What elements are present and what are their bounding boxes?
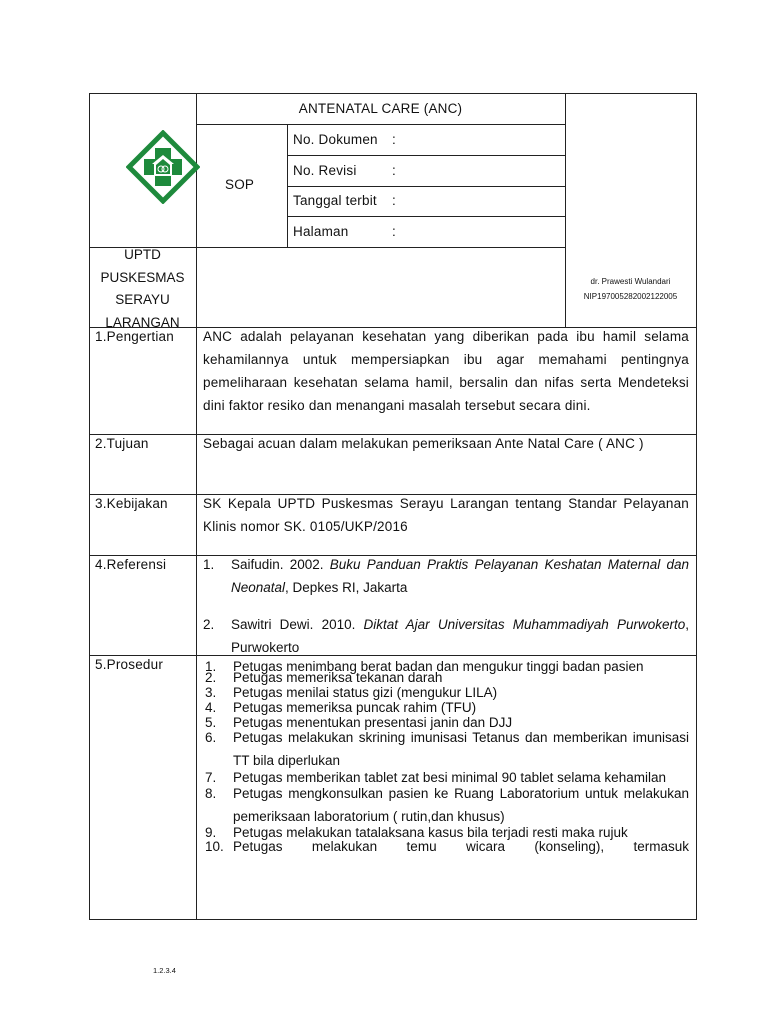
referensi-author: Saifudin. 2002. bbox=[231, 557, 330, 572]
prosedur-step-text: Petugas memeriksa tekanan darah bbox=[233, 670, 443, 685]
prosedur-step-text: Petugas memberikan tablet zat besi minimal 90 tablet selama kehamilan bbox=[233, 770, 666, 785]
referensi-title: Diktat Ajar Universitas Muhammadiyah Purwokerto bbox=[363, 617, 686, 632]
prosedur-step-number: 9. bbox=[205, 825, 217, 840]
table-border-left bbox=[89, 93, 90, 920]
field-tanggal-terbit-sep: : bbox=[392, 193, 396, 208]
prosedur-step-text: Petugas melakukan skrining imunisasi Tetanus dan memberikan imunisasi TT bila diperlukan bbox=[233, 730, 689, 768]
referensi-number: 1. bbox=[203, 557, 215, 572]
page-code: 1.2.3.4 bbox=[153, 966, 176, 975]
org-line-4: LARANGAN bbox=[105, 314, 180, 330]
header-line-dokumen bbox=[287, 155, 565, 156]
signatory-name: dr. Prawesti Wulandari bbox=[590, 277, 671, 286]
signatory-block bbox=[565, 274, 696, 304]
prosedur-step-number: 7. bbox=[205, 770, 217, 785]
prosedur-step bbox=[205, 700, 689, 715]
referensi-title: Buku Panduan Praktis Pelayanan Keshatan Maternal dan Neonatal bbox=[231, 557, 689, 595]
puskesmas-logo-icon bbox=[126, 130, 200, 204]
organization-name bbox=[89, 244, 196, 334]
signatory-nip: NIP197005282002122005 bbox=[583, 292, 678, 301]
prosedur-step bbox=[205, 685, 689, 700]
header-line-tanggal bbox=[287, 216, 565, 217]
header-line-title bbox=[196, 124, 565, 125]
header-divider-logo bbox=[196, 93, 197, 327]
field-no-revisi-label: No. Revisi bbox=[293, 163, 357, 178]
org-line-1: UPTD bbox=[124, 247, 161, 262]
org-line-3: SERAYU bbox=[115, 292, 170, 307]
kebijakan-text: SK Kepala UPTD Puskesmas Serayu Larangan tentang Standar Pelayanan Klinis nomor SK. 0105/UKP/2016 bbox=[203, 496, 689, 534]
table-border-bottom bbox=[89, 919, 697, 920]
prosedur-step-text: Petugas menentukan presentasi janin dan DJJ bbox=[233, 715, 513, 730]
referensi-number: 2. bbox=[203, 617, 215, 632]
prosedur-step-text: Petugas menilai status gizi (mengukur LILA) bbox=[233, 685, 498, 700]
pengertian-text: ANC adalah pelayanan kesehatan yang diberikan pada ibu hamil selama kehamilannya untuk mempersiapkan ibu agar memahami pentingnya pemeliharaan kesehatan selama hamil, bersalin dan nifas serta Mendeteksi dini faktor resiko dan menangani masalah tersebut secara dini. bbox=[203, 329, 689, 413]
section-label-tujuan: 2.Tujuan bbox=[95, 436, 149, 451]
prosedur-list bbox=[205, 656, 689, 856]
field-no-revisi-sep: : bbox=[392, 163, 396, 178]
prosedur-step-text: Petugas menimbang berat badan dan mengukur tinggi badan pasien bbox=[233, 659, 644, 674]
prosedur-step-number: 2. bbox=[205, 670, 217, 685]
prosedur-step-number: 5. bbox=[205, 715, 217, 730]
field-tanggal-terbit-label: Tanggal terbit bbox=[293, 193, 377, 208]
sop-label: SOP bbox=[225, 177, 255, 192]
prosedur-step bbox=[205, 670, 689, 685]
prosedur-step-number: 8. bbox=[205, 786, 217, 801]
prosedur-step-number: 4. bbox=[205, 700, 217, 715]
referensi-list bbox=[203, 554, 689, 659]
field-halaman-label: Halaman bbox=[293, 224, 349, 239]
table-border-right bbox=[696, 93, 697, 920]
prosedur-step-number: 10. bbox=[205, 839, 224, 854]
header-line-revisi bbox=[287, 186, 565, 187]
referensi-item bbox=[203, 614, 689, 659]
referensi-author: Sawitri Dewi. 2010. bbox=[231, 617, 364, 632]
document-title: ANTENATAL CARE (ANC) bbox=[298, 101, 463, 116]
prosedur-step bbox=[205, 838, 689, 856]
prosedur-step-text: Petugas mengkonsulkan pasien ke Ruang Laboratorium untuk melakukan pemeriksaan laboratorium ( rutin,dan khusus) bbox=[233, 786, 689, 824]
prosedur-step-number: 3. bbox=[205, 685, 217, 700]
field-no-dokumen-label: No. Dokumen bbox=[293, 132, 378, 147]
section-label-pengertian: 1.Pengertian bbox=[95, 329, 174, 344]
referensi-publisher: , Depkes RI, Jakarta bbox=[285, 579, 408, 595]
prosedur-step-number: 1. bbox=[205, 659, 217, 674]
section-label-prosedur: 5.Prosedur bbox=[95, 657, 164, 672]
prosedur-step-number: 6. bbox=[205, 730, 217, 745]
table-border-top bbox=[89, 93, 697, 94]
section-label-kebijakan: 3.Kebijakan bbox=[95, 496, 168, 511]
field-no-dokumen-sep: : bbox=[392, 132, 396, 147]
referensi-item bbox=[203, 554, 689, 599]
prosedur-step-text: Petugas melakukan tatalaksana kasus bila terjadi resti maka rujuk bbox=[233, 825, 628, 840]
section-label-referensi: 4.Referensi bbox=[95, 557, 167, 572]
tujuan-text: Sebagai acuan dalam melakukan pemeriksaan Ante Natal Care ( ANC ) bbox=[203, 436, 644, 451]
field-halaman-sep: : bbox=[392, 224, 396, 239]
referensi-publisher: , Purwokerto bbox=[231, 617, 689, 655]
prosedur-step-text: Petugas melakukan temu wicara (konseling), termasuk bbox=[233, 839, 689, 854]
org-line-2: PUSKESMAS bbox=[100, 269, 185, 285]
body-label-divider bbox=[196, 327, 197, 920]
prosedur-step-text: Petugas memeriksa puncak rahim (TFU) bbox=[233, 700, 477, 715]
